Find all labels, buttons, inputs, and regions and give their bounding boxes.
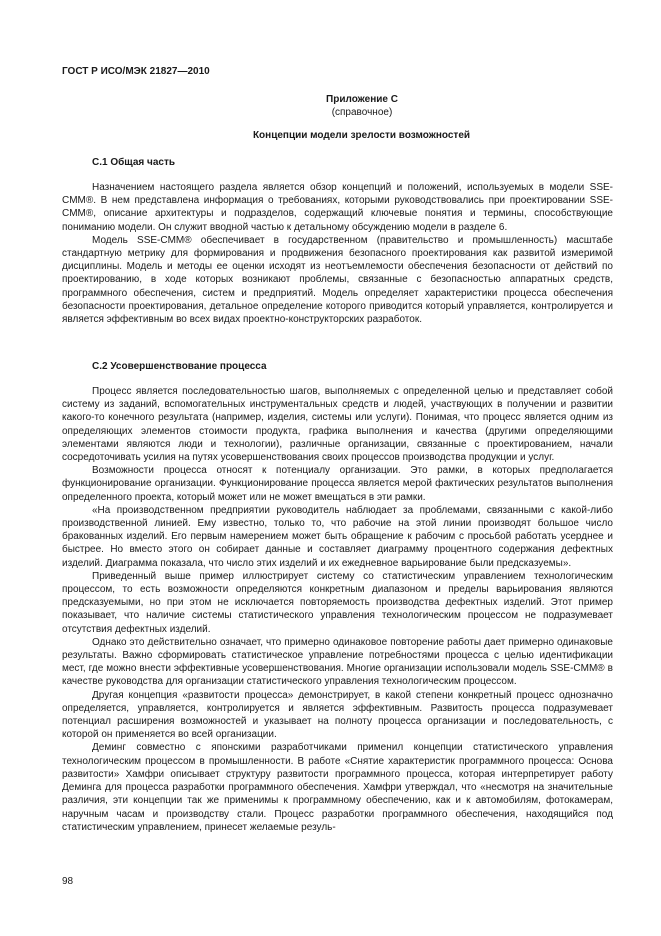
paragraph: Процесс является последовательностью шагов, выполняемых с определенной целью и представляет собой систему из заданий, вспомогательных инструментальных средств и людей, участвующих в получении и развитии какого-то конечного результата (например, изделия, системы или услуги). Понимая, что процесс является одним из определяющих элементов стоимости продукта, графика выполнения и качества (другими определяющими элементами являются люди и технологии), различные организации, связанные с проектированием, начали сосредоточивать усилия на путях усовершенствования своих процессов производства продукции и услуг. — [62, 386, 613, 464]
section-c1-body — [62, 181, 613, 326]
standard-header: ГОСТ Р ИСО/МЭК 21827—2010 — [62, 66, 210, 77]
section-c2-body — [62, 385, 613, 834]
page-number: 98 — [62, 876, 74, 887]
paragraph: Приведенный выше пример иллюстрирует систему со статистическим управлением технологическим процессом, то есть возможности определяются конкретным диапазоном и пределы варьирования являются предсказуемыми, но при этом не исключается повторяемость производства дефектных изделий. Этот пример показывает, что наличие системы статистического управления технологическим процессом не подразумевает отсутствия дефектных изделий. — [62, 570, 613, 635]
paragraph: Однако это действительно означает, что примерно одинаковое повторение работы дает примерно одинаковые результаты. Важно сформировать статистическое управление потребностями процесса с целью идентификации мест, где можно внести эффективные усовершенствования. Многие организации использовали модель SSE-CMM® в качестве руководства для организации статистического управления технологическим процессом. — [62, 636, 613, 688]
paragraph: Модель SSE-CMM® обеспечивает в государственном (правительство и промышленность) масштабе стандартную метрику для формирования и продвижения безопасного проектирования как развитой измеримой дисциплины. Модель и методы ее оценки исходят из неотъемлемости обеспечения безопасности от действий по проектированию, в ходе которых возникают проблемы, связанные с безопасностью аппаратных средств, программного обеспечения, систем и предприятий. Модель определяет характеристики процесса обеспечения безопасности проектирования, детальное определение которого приводится который управляется, контролируется и является эффективным во всех видах проектно-конструкторских разработок. — [62, 234, 613, 326]
appendix-subtitle: (справочное) — [331, 107, 393, 118]
section-c1-title: C.1 Общая часть — [92, 157, 176, 168]
paragraph: Другая концепция «развитости процесса» демонстрирует, в какой степени конкретный процесс однозначно определяется, управляется, контролируется и является эффективным. Развитость процесса подразумевает потенциал расширения возможностей и указывает на полноту процесса организации и последовательность, с которой он применяется во всей организации. — [62, 689, 613, 741]
paragraph: Возможности процесса относят к потенциалу организации. Это рамки, в которых предполагается функционирование организации. Функционирование процесса является мерой фактических результатов выполнения определенного проекта, который может или не может вмещаться в эти рамки. — [62, 465, 613, 503]
paragraph: Деминг совместно с японскими разработчиками применил концепции статистического управления технологическим процессом в промышленности. В работе «Снятие характеристик программного процесса: Основа развитости» Хамфри описывает структуру развитости программного процесса, которая интерпретирует работу Деминга для процесса разработки программного обеспечения. Хамфри утверждал, что «несмотря на значительные различия, эти концепции так же применимы к программному обеспечению, как и к автомобилям, фотокамерам, наручным часам и производству стали. Процесс разработки программного обеспечения, находящийся под статистическим управлением, принесет желаемые резуль- — [62, 742, 613, 833]
appendix-heading: Концепции модели зрелости возможностей — [252, 130, 471, 141]
paragraph: «На производственном предприятии руководитель наблюдает за проблемами, связанными с какой-либо производственной линией. Ему известно, только то, что рабочие на этой линии производят большое число бракованных изделий. Его первым намерением может быть обращение к рабочим с просьбой работать усерднее и быстрее. Но вместо этого он собирает данные и составляет диаграмму процентного содержания дефектных изделий. Диаграмма показала, что число этих изделий и их ежедневное варьирование были предсказуемы». — [62, 504, 613, 569]
appendix-title: Приложение C — [326, 94, 398, 105]
paragraph: Назначением настоящего раздела является обзор концепций и положений, используемых в модели SSE-CMM®. В нем представлена информация о требованиях, которыми руководствовались при проектировании SSE-CMM®, описание архитектуры и подразделов, содержащий ключевые понятия и термины, способствующие пониманию модели. Он служит вводной частью к детальному обсуждению модели в разделе 6. — [62, 182, 613, 233]
section-c2-title: C.2 Усовершенствование процесса — [92, 361, 267, 372]
